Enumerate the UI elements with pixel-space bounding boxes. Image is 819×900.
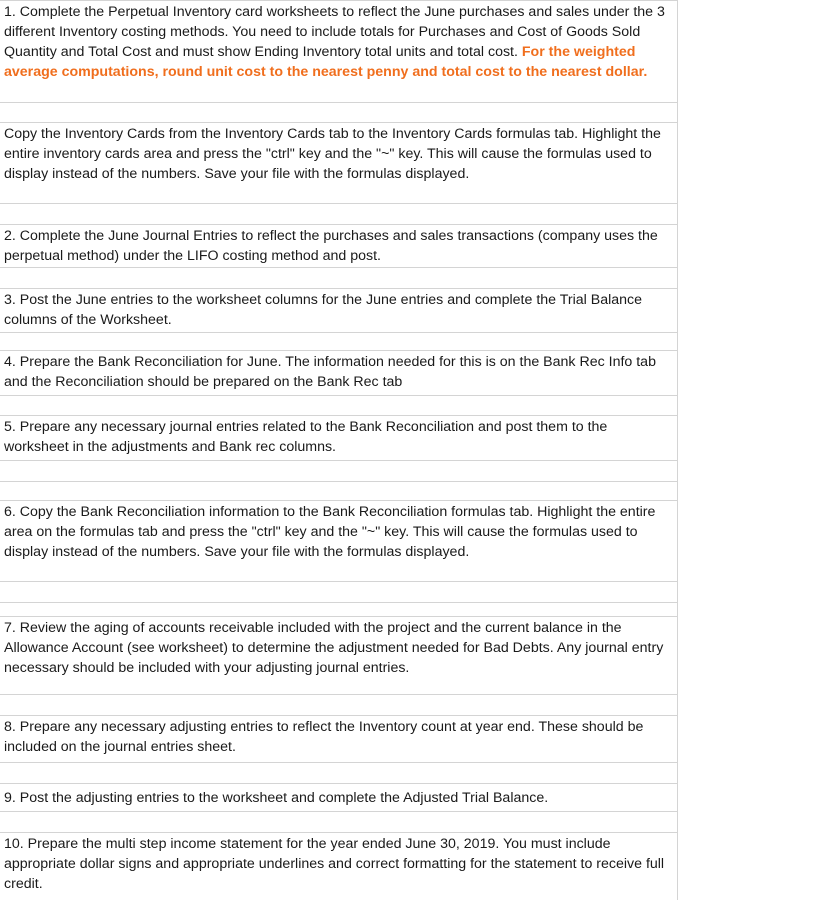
instruction-cell-10[interactable] bbox=[0, 832, 677, 900]
instruction-cell-4[interactable] bbox=[0, 350, 677, 395]
instruction-text-copy-inventory: Copy the Inventory Cards from the Inventory Cards tab to the Inventory Cards formulas tab. Highlight the entire inventory cards area and press the "ctrl" key and the "~" key. This will cause the formulas used to display instead of the numbers. Save your file with the formulas displayed. bbox=[4, 126, 661, 182]
spacer-cell[interactable] bbox=[0, 811, 677, 832]
spacer-cell[interactable] bbox=[0, 581, 677, 602]
spacer-cell[interactable] bbox=[0, 602, 677, 616]
instruction-text-2: 2. Complete the June Journal Entries to reflect the purchases and sales transactions (company uses the perpetual method) under the LIFO costing method and post. bbox=[4, 228, 658, 264]
spacer-cell[interactable] bbox=[0, 267, 677, 288]
instruction-text-7: 7. Review the aging of accounts receivable included with the project and the current balance in the Allowance Account (see worksheet) to determine the adjustment needed for Bad Debts. Any journal entry necessary should be included with your adjusting journal entries. bbox=[4, 620, 664, 676]
instruction-cell-9[interactable] bbox=[0, 783, 677, 811]
spacer-cell[interactable] bbox=[0, 762, 677, 783]
spacer-cell[interactable] bbox=[0, 332, 677, 350]
spacer-cell[interactable] bbox=[0, 481, 677, 500]
spacer-cell[interactable] bbox=[0, 395, 677, 415]
instruction-cell-2[interactable] bbox=[0, 224, 677, 267]
instruction-cell-6[interactable] bbox=[0, 500, 677, 581]
instruction-text-10: 10. Prepare the multi step income statement for the year ended June 30, 2019. You must include appropriate dollar signs and appropriate underlines and correct formatting for the statement to receive full credit. bbox=[4, 836, 665, 892]
spacer-cell[interactable] bbox=[0, 102, 677, 122]
instruction-cell-8[interactable] bbox=[0, 715, 677, 762]
instruction-cell-5[interactable] bbox=[0, 415, 677, 460]
instruction-text-8: 8. Prepare any necessary adjusting entries to reflect the Inventory count at year end. These should be included on the journal entries sheet. bbox=[4, 719, 644, 755]
instruction-text-6: 6. Copy the Bank Reconciliation information to the Bank Reconciliation formulas tab. Highlight the entire area on the formulas tab and press the "ctrl" key and the "~" key. This will cause the formulas used to display instead of the numbers. Save your file with the formulas displayed. bbox=[4, 504, 656, 560]
instruction-cell-3[interactable] bbox=[0, 288, 677, 332]
instruction-text-3: 3. Post the June entries to the worksheet columns for the June entries and complete the Trial Balance columns of the Worksheet. bbox=[4, 292, 643, 328]
instruction-cell-copy-inventory[interactable] bbox=[0, 122, 677, 203]
instruction-text-4: 4. Prepare the Bank Reconciliation for June. The information needed for this is on the Bank Rec Info tab and the Reconciliation should be prepared on the Bank Rec tab bbox=[4, 354, 656, 390]
spacer-cell[interactable] bbox=[0, 203, 677, 224]
spacer-cell[interactable] bbox=[0, 694, 677, 715]
instruction-cell-7[interactable] bbox=[0, 616, 677, 694]
instruction-highlight-1: For the weighted average computations, round unit cost to the nearest penny and total cost to the nearest dollar. bbox=[4, 44, 648, 80]
spacer-cell[interactable] bbox=[0, 460, 677, 481]
instruction-text-9: 9. Post the adjusting entries to the worksheet and complete the Adjusted Trial Balance. bbox=[4, 790, 549, 806]
instruction-text-1: 1. Complete the Perpetual Inventory card worksheets to reflect the June purchases and sales under the 3 different Inventory costing methods. You need to include totals for Purchases and Cost of Goods Sold Quantity and Total Cost and must show Ending Inventory total units and total cost. bbox=[4, 4, 665, 60]
instruction-cell-1[interactable] bbox=[0, 0, 677, 102]
instruction-text-5: 5. Prepare any necessary journal entries related to the Bank Reconciliation and post them to the worksheet in the adjustments and Bank rec columns. bbox=[4, 419, 608, 455]
